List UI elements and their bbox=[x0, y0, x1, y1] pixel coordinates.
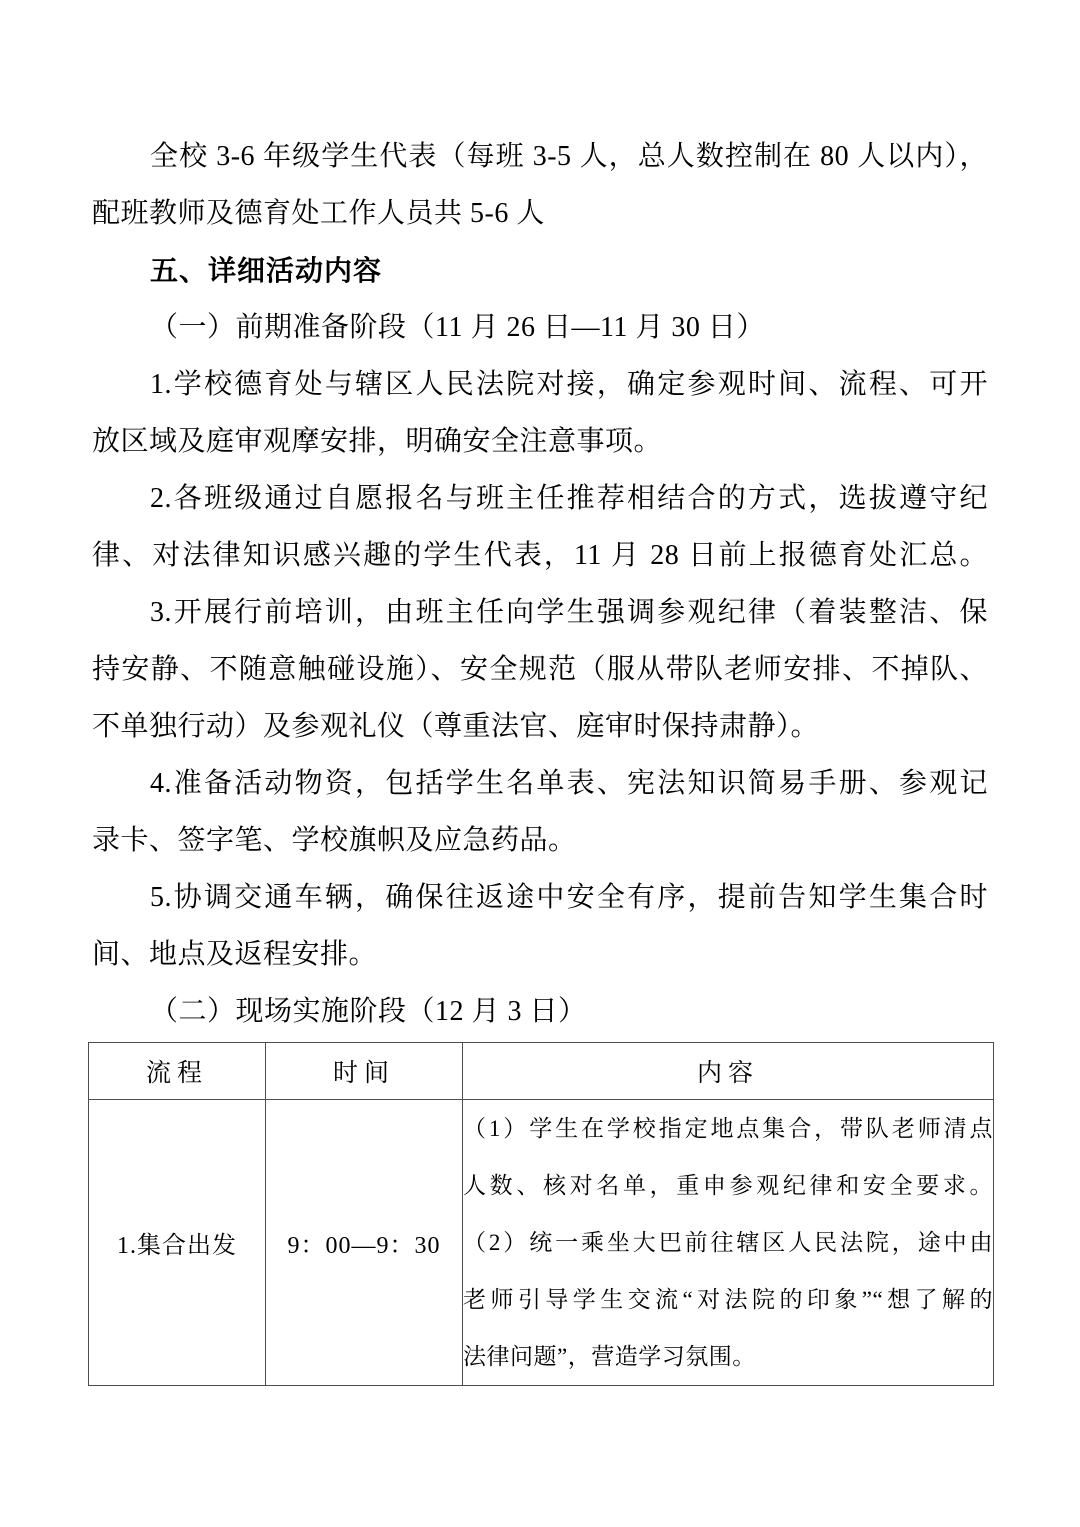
prep-item-1-line-1: 1.学校德育处与辖区人民法院对接，确定参观时间、流程、可开 bbox=[150, 369, 988, 400]
prep-item-5-line-1: 5.协调交通车辆，确保往返途中安全有序，提前告知学生集合时 bbox=[150, 882, 988, 913]
prep-item-5-line-2: 间、地点及返程安排。 bbox=[92, 939, 378, 970]
col-header-process: 流程 bbox=[89, 1043, 266, 1100]
stage1-heading: （一）前期准备阶段（11 月 26 日—11 月 30 日） bbox=[150, 312, 765, 343]
content-line-4: 老师引导学生交流“对法院的印象”“想了解的 bbox=[463, 1287, 993, 1312]
cell-time: 9：00—9：30 bbox=[266, 1100, 463, 1386]
col-header-content: 内容 bbox=[463, 1043, 994, 1100]
cell-content bbox=[463, 1100, 994, 1386]
prep-item-2-line-1: 2.各班级通过自愿报名与班主任推荐相结合的方式，选拔遵守纪 bbox=[150, 483, 988, 514]
prep-item-2-line-2: 律、对法律知识感兴趣的学生代表，11 月 28 日前上报德育处汇总。 bbox=[92, 540, 988, 571]
schedule-table-row bbox=[89, 1100, 994, 1386]
col-header-time: 时间 bbox=[266, 1043, 463, 1100]
prep-item-3-line-2: 持安静、不随意触碰设施）、安全规范（服从带队老师安排、不掉队、 bbox=[92, 654, 988, 685]
intro-paragraph-line-2: 配班教师及德育处工作人员共 5-6 人 bbox=[92, 198, 545, 229]
content-line-1: （1）学生在学校指定地点集合，带队老师清点 bbox=[463, 1116, 993, 1141]
prep-item-1-line-2: 放区域及庭审观摩安排，明确安全注意事项。 bbox=[92, 426, 663, 457]
schedule-table-header-row bbox=[89, 1043, 994, 1100]
content-line-3: （2）统一乘坐大巴前往辖区人民法院，途中由 bbox=[463, 1230, 993, 1255]
intro-paragraph-line-1: 全校 3-6 年级学生代表（每班 3-5 人，总人数控制在 80 人以内）， bbox=[150, 141, 988, 172]
prep-item-4-line-2: 录卡、签字笔、学校旗帜及应急药品。 bbox=[92, 825, 577, 856]
prep-item-3-line-1: 3.开展行前培训，由班主任向学生强调参观纪律（着装整洁、保 bbox=[150, 597, 988, 628]
cell-process: 1.集合出发 bbox=[89, 1100, 266, 1386]
section-heading: 五、详细活动内容 bbox=[150, 255, 383, 286]
prep-item-4-line-1: 4.准备活动物资，包括学生名单表、宪法知识简易手册、参观记 bbox=[150, 768, 988, 799]
content-line-5: 法律问题”，营造学习氛围。 bbox=[463, 1344, 756, 1369]
prep-item-3-line-3: 不单独行动）及参观礼仪（尊重法官、庭审时保持肃静）。 bbox=[92, 711, 820, 742]
stage2-heading: （二）现场实施阶段（12 月 3 日） bbox=[150, 996, 587, 1027]
content-line-2: 人数、核对名单，重申参观纪律和安全要求。 bbox=[463, 1173, 993, 1198]
schedule-table bbox=[88, 1042, 994, 1386]
